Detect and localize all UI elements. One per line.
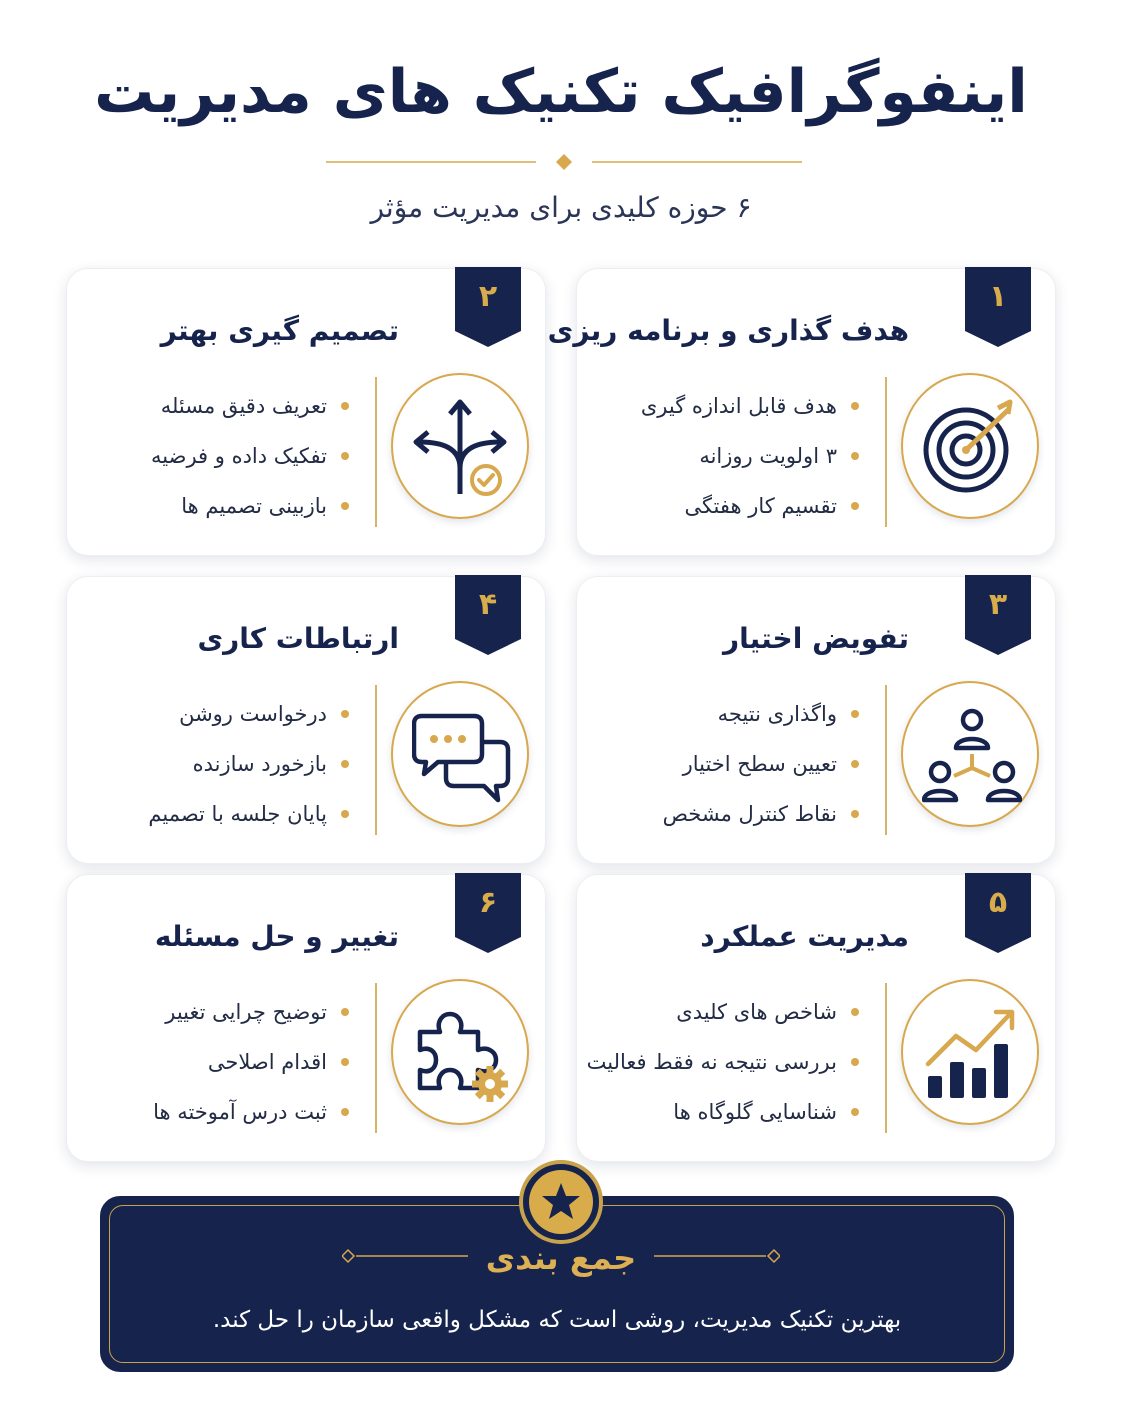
- list-item: واگذاری نتیجه: [589, 689, 859, 739]
- bullet-dot: [341, 1008, 349, 1016]
- bullet-dot: [341, 452, 349, 460]
- target-arrow-icon: [901, 373, 1039, 519]
- list-item: تعریف دقیق مسئله: [79, 381, 349, 431]
- bullet-dot: [341, 1108, 349, 1116]
- title-divider: [326, 152, 802, 172]
- card-items: [589, 381, 859, 531]
- bullet-dot: [341, 502, 349, 510]
- bullet-dot: [341, 1058, 349, 1066]
- card-divider: [885, 983, 887, 1133]
- card-goal-setting: [547, 268, 1056, 556]
- card-title: تغییر و حل مسئله: [154, 920, 399, 953]
- card-number-badge: ۱: [965, 267, 1031, 347]
- card-number-badge: ۲: [455, 267, 521, 347]
- bullet-dot: [851, 1108, 859, 1116]
- bullet-dot: [851, 502, 859, 510]
- star-medal-icon: [519, 1160, 603, 1244]
- list-item: شناسایی گلوگاه ها: [569, 1087, 859, 1137]
- summary-title: جمع بندی: [485, 1239, 637, 1277]
- decision-arrows-icon: [391, 373, 529, 519]
- card-divider: [375, 983, 377, 1133]
- list-item: تفکیک داده و فرضیه: [79, 431, 349, 481]
- bullet-dot: [851, 452, 859, 460]
- card-delegation: [576, 576, 1056, 864]
- card-divider: [885, 685, 887, 835]
- list-item: درخواست روشن: [79, 689, 349, 739]
- card-title: ارتباطات کاری: [197, 622, 399, 655]
- bullet-dot: [341, 402, 349, 410]
- bullet-dot: [341, 710, 349, 718]
- team-hierarchy-icon: [901, 681, 1039, 827]
- card-divider: [375, 377, 377, 527]
- puzzle-gear-icon: [391, 979, 529, 1125]
- bullet-dot: [851, 402, 859, 410]
- summary-text: بهترین تکنیک مدیریت، روشی است که مشکل واقعی سازمان را حل کند.: [212, 1307, 902, 1333]
- page-subtitle: ۶ حوزه کلیدی برای مدیریت مؤثر: [370, 191, 752, 224]
- page-title: اینفوگرافیک تکنیک های مدیریت: [94, 57, 1028, 127]
- card-number-badge: ۶: [455, 873, 521, 953]
- card-items: [79, 381, 349, 531]
- card-items: [79, 689, 349, 839]
- card-title: تفویض اختیار: [723, 622, 909, 655]
- card-items: [589, 689, 859, 839]
- list-item: تعیین سطح اختیار: [589, 739, 859, 789]
- bullet-dot: [851, 760, 859, 768]
- card-change-problem-solving: [66, 874, 546, 1162]
- bullet-dot: [341, 760, 349, 768]
- bullet-dot: [851, 1058, 859, 1066]
- bullet-dot: [851, 810, 859, 818]
- list-item: توضیح چرایی تغییر: [79, 987, 349, 1037]
- bullet-dot: [851, 710, 859, 718]
- list-item: هدف قابل اندازه گیری: [589, 381, 859, 431]
- list-item: شاخص های کلیدی: [569, 987, 859, 1037]
- card-items: [79, 987, 349, 1137]
- chat-bubbles-icon: [391, 681, 529, 827]
- card-number-badge: ۴: [455, 575, 521, 655]
- bullet-dot: [341, 810, 349, 818]
- card-title: هدف گذاری و برنامه ریزی: [547, 314, 909, 347]
- list-item: بازخورد سازنده: [79, 739, 349, 789]
- list-item: بازبینی تصمیم ها: [79, 481, 349, 531]
- list-item: ۳ اولویت روزانه: [589, 431, 859, 481]
- list-item: بررسی نتیجه نه فقط فعالیت: [569, 1037, 859, 1087]
- growth-chart-icon: [901, 979, 1039, 1125]
- card-communication: [66, 576, 546, 864]
- card-number-badge: ۵: [965, 873, 1031, 953]
- card-items: [569, 987, 859, 1137]
- card-title: مدیریت عملکرد: [700, 920, 909, 953]
- card-performance: [576, 874, 1056, 1162]
- card-divider: [885, 377, 887, 527]
- card-divider: [375, 685, 377, 835]
- card-decision-making: [66, 268, 546, 556]
- list-item: اقدام اصلاحی: [79, 1037, 349, 1087]
- list-item: نقاط کنترل مشخص: [589, 789, 859, 839]
- bullet-dot: [851, 1008, 859, 1016]
- card-number-badge: ۳: [965, 575, 1031, 655]
- card-title: تصمیم گیری بهتر: [160, 314, 399, 347]
- list-item: تقسیم کار هفتگی: [589, 481, 859, 531]
- list-item: پایان جلسه با تصمیم: [79, 789, 349, 839]
- list-item: ثبت درس آموخته ها: [79, 1087, 349, 1137]
